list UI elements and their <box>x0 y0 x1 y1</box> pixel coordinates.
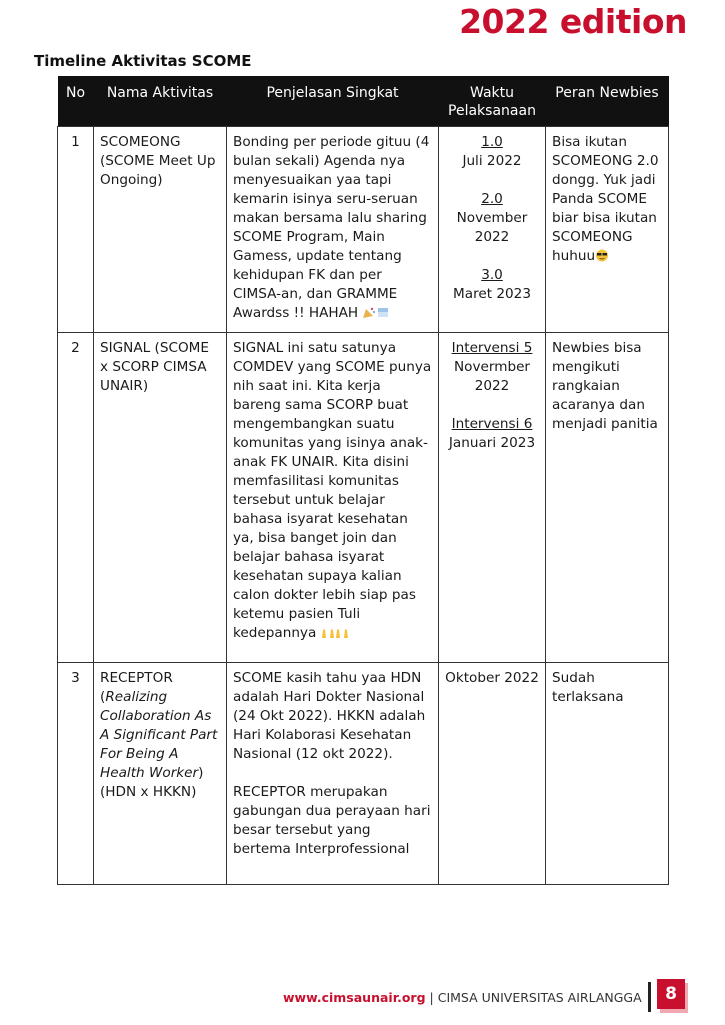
table-header-row <box>58 76 669 127</box>
activity-subtitle: (HDN x HKKN) <box>100 784 197 800</box>
table-row <box>58 333 669 663</box>
page-number: 8 <box>657 979 685 1009</box>
newbie-role <box>546 127 669 333</box>
description-paragraph: SCOME kasih tahu yaa HDN adalah Hari Dokter Nasional (24 Okt 2022). HKKN adalah Hari Kolaborasi Kesehatan Nasional (12 okt 2022). <box>233 670 426 762</box>
header-desc: Penjelasan Singkat <box>227 76 439 127</box>
description-text: Bonding per periode gituu (4 bulan sekali) Agenda nya menyesuaikan yaa tapi kemarin isinya seru-seruan makan bersama lalu sharing SCOME Program, Main Gamess, update tentang kehidupan FK dan per CIMSA-an, dan GRAMME Awardss !! HAHAH <box>233 134 430 321</box>
row-number: 3 <box>58 663 94 885</box>
activity-name: SIGNAL (SCOME x SCORP CIMSA UNAIR) <box>94 333 227 663</box>
raised-hands-icon <box>335 626 349 639</box>
header-name: Nama Aktivitas <box>94 76 227 127</box>
time-edition: 3.0 <box>481 267 503 283</box>
party-popper-icon <box>362 306 376 319</box>
time-edition: 1.0 <box>481 134 503 150</box>
time-date: Maret 2023 <box>453 286 531 302</box>
activity-name: RECEPTOR (Realizing Collaboration As A Significant Part For Being A Health Worker) (HDN x HKKN) <box>94 663 227 885</box>
footer-separator: | <box>425 990 438 1005</box>
time-date: Juli 2022 <box>462 153 522 169</box>
activity-time <box>439 333 546 663</box>
page-footer <box>283 990 642 1005</box>
page-divider <box>648 982 651 1012</box>
header-time: Waktu Pelaksanaan <box>439 76 546 127</box>
section-title: Timeline Aktivitas SCOME <box>34 52 252 70</box>
activity-description <box>227 333 439 663</box>
row-number: 1 <box>58 127 94 333</box>
footer-url[interactable]: www.cimsaunair.org <box>283 990 426 1005</box>
confetti-ball-icon <box>376 306 390 319</box>
header-no: No <box>58 76 94 127</box>
activity-time: Oktober 2022 <box>439 663 546 885</box>
newbie-role: Sudah terlaksana <box>546 663 669 885</box>
time-date: Januari 2023 <box>448 435 536 451</box>
time-edition: Intervensi 6 <box>451 416 533 432</box>
newbie-role: Newbies bisa mengikuti rangkaian acaranya dan menjadi panitia <box>546 333 669 663</box>
time-edition: 2.0 <box>481 191 503 207</box>
row-number: 2 <box>58 333 94 663</box>
timeline-table <box>57 76 669 885</box>
activity-name: SCOMEONG (SCOME Meet Up Ongoing) <box>94 127 227 333</box>
raised-hands-icon <box>321 626 335 639</box>
activity-description <box>227 127 439 333</box>
activity-description <box>227 663 439 885</box>
table-row <box>58 663 669 885</box>
description-text: SIGNAL ini satu satunya COMDEV yang SCOME punya nih saat ini. Kita kerja bareng sama SCORP buat mengembangkan suatu komunitas yang isinya anak-anak FK UNAIR. Kita disini memfasilitasi komunitas tersebut untuk belajar bahasa isyarat kesehatan ya, bisa banget join dan belajar bahasa isyarat kesehatan supaya kalian calon dokter lebih siap pas ketemu pasien Tuli kedepannya <box>233 340 432 641</box>
activity-title: RECEPTOR <box>100 670 173 686</box>
activity-acronym-expansion: Realizing Collaboration As A Significant Part For Being A Health Worker <box>100 689 218 781</box>
footer-org: CIMSA UNIVERSITAS AIRLANGGA <box>437 990 642 1005</box>
role-text: Bisa ikutan SCOMEONG 2.0 dongg. Yuk jadi Panda SCOME biar bisa ikutan SCOMEONG huhuu <box>552 134 659 264</box>
header-role: Peran Newbies <box>546 76 669 127</box>
edition-title: 2022 edition <box>459 2 687 41</box>
table-row <box>58 127 669 333</box>
description-paragraph: RECEPTOR merupakan gabungan dua perayaan hari besar tersebut yang bertema Interprofessional <box>233 784 431 857</box>
time-date: November 2022 <box>456 210 528 245</box>
time-edition: Intervensi 5 <box>451 340 533 356</box>
time-date: Novermber 2022 <box>453 359 531 394</box>
activity-time <box>439 127 546 333</box>
cool-face-icon <box>595 249 609 262</box>
